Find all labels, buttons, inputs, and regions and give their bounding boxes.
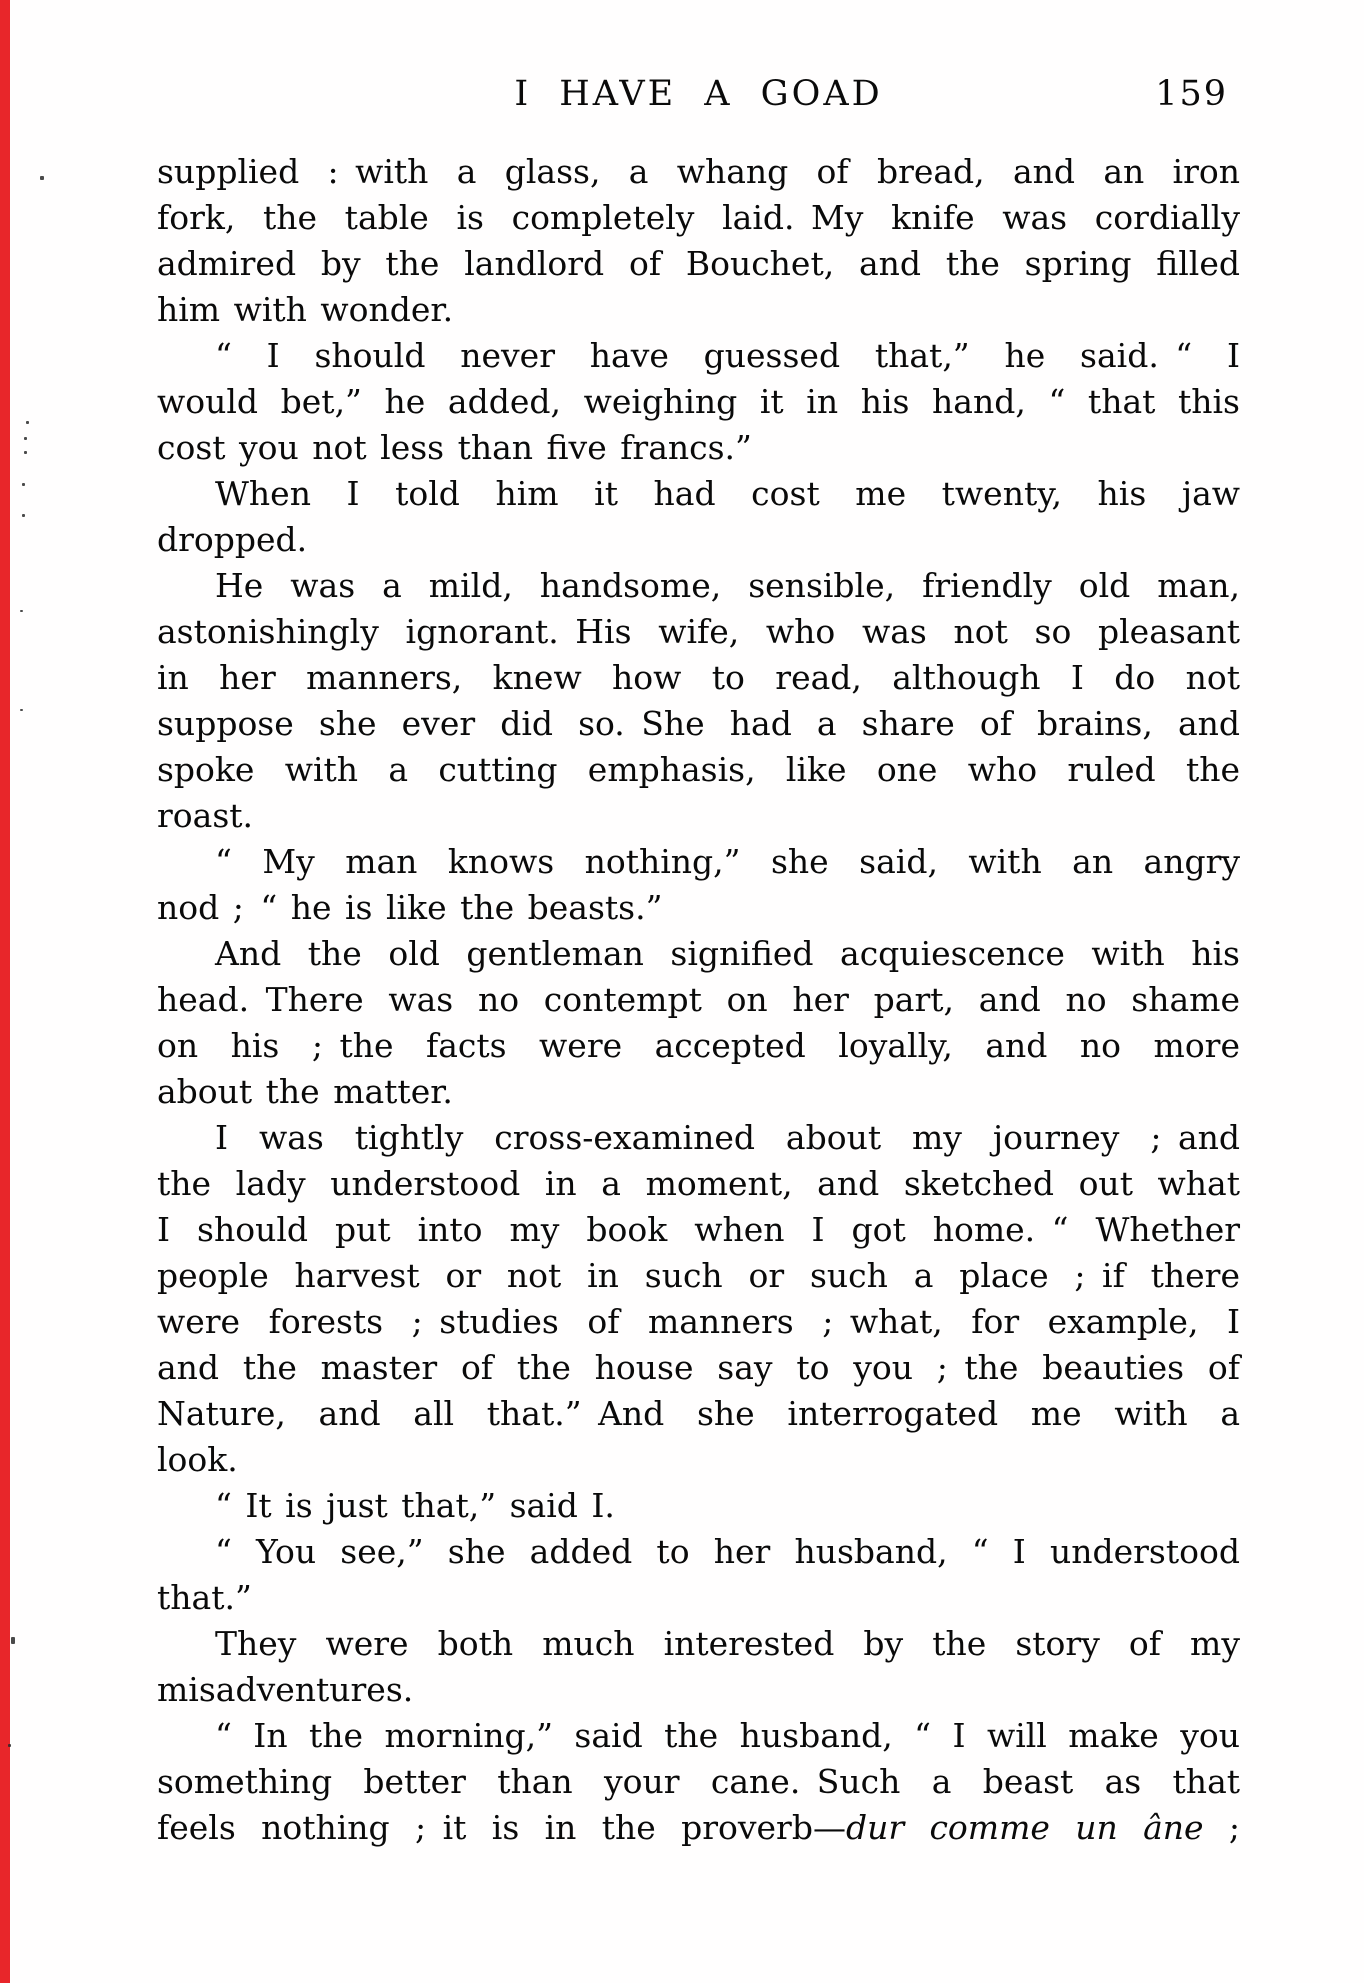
- text-line: look.: [157, 1440, 238, 1479]
- text-line: and the master of the house say to you ; the beauties of: [157, 1348, 1240, 1387]
- text-line: the lady understood in a moment, and sketched out what: [157, 1164, 1240, 1203]
- text-line: in her manners, knew how to read, although I do not: [157, 658, 1240, 697]
- scan-speck: [26, 421, 29, 424]
- text-line: roast.: [157, 796, 254, 835]
- running-head-title: I HAVE A GOAD: [514, 74, 883, 114]
- paragraph: [157, 149, 1240, 333]
- text-line: about the matter.: [157, 1072, 453, 1111]
- text-line: And the old gentleman signified acquiescence with his: [215, 934, 1240, 973]
- text-roman-segment: feels nothing ; it is in the proverb—: [157, 1808, 846, 1847]
- paragraph: [157, 931, 1240, 1115]
- text-line: dropped.: [157, 520, 308, 559]
- text-line: fork, the table is completely laid. My knife was cordially: [157, 198, 1240, 237]
- paragraph: [157, 1483, 1240, 1529]
- paragraph: [157, 471, 1240, 563]
- paragraph: [157, 1621, 1240, 1713]
- text-line: that.”: [157, 1578, 252, 1617]
- text-line: him with wonder.: [157, 290, 454, 329]
- scan-speck: [11, 1637, 15, 1644]
- text-line: were forests ; studies of manners ; what, for example, I: [157, 1302, 1240, 1341]
- text-line: “ You see,” she added to her husband, “ I understood: [215, 1532, 1240, 1571]
- text-line: admired by the landlord of Bouchet, and the spring filled: [157, 244, 1240, 283]
- scan-speck: [40, 176, 44, 180]
- paragraph: [157, 839, 1240, 931]
- text-line: I should put into my book when I got home. “ Whether: [157, 1210, 1240, 1249]
- scan-speck: [22, 483, 25, 486]
- text-line: nod ; “ he is like the beasts.”: [157, 888, 663, 927]
- text-line: suppose she ever did so. She had a share of brains, and: [157, 704, 1240, 743]
- text-line: “ My man knows nothing,” she said, with an angry: [215, 842, 1240, 881]
- text-line: When I told him it had cost me twenty, his jaw: [215, 474, 1240, 513]
- page-header: [157, 74, 1240, 118]
- scan-speck: [20, 709, 23, 711]
- paragraph: [157, 333, 1240, 471]
- text-roman-segment: ;: [1203, 1808, 1240, 1847]
- text-line: astonishingly ignorant. His wife, who was not so pleasant: [157, 612, 1240, 651]
- text-line: people harvest or not in such or such a place ; if there: [157, 1256, 1240, 1295]
- text-line: “ I should never have guessed that,” he said. “ I: [215, 336, 1240, 375]
- text-line: head. There was no contempt on her part, and no shame: [157, 980, 1240, 1019]
- text-line: He was a mild, handsome, sensible, friendly old man,: [215, 566, 1240, 605]
- paragraph: [157, 1529, 1240, 1621]
- scan-speck: [22, 514, 25, 517]
- text-line: Nature, and all that.” And she interrogated me with a: [157, 1394, 1240, 1433]
- page-number: 159: [1155, 74, 1228, 114]
- paragraph: [157, 1115, 1240, 1483]
- text-italic-segment: dur comme un âne: [845, 1808, 1204, 1847]
- paragraph: [157, 563, 1240, 839]
- text-line: on his ; the facts were accepted loyally, and no more: [157, 1026, 1240, 1065]
- text-line: misadventures.: [157, 1670, 414, 1709]
- text-line: supplied : with a glass, a whang of bread, and an iron: [157, 152, 1240, 191]
- scan-speck: [24, 451, 27, 454]
- text-line: cost you not less than five francs.”: [157, 428, 752, 467]
- scan-speck: [24, 437, 27, 440]
- paragraph: [157, 1713, 1240, 1851]
- text-line: “ In the morning,” said the husband, “ I will make you: [215, 1716, 1240, 1755]
- text-line: “ It is just that,” said I.: [215, 1486, 615, 1525]
- body-text-block: [157, 149, 1240, 1851]
- text-line: would bet,” he added, weighing it in his hand, “ that this: [157, 382, 1240, 421]
- text-line: I was tightly cross-examined about my journey ; and: [215, 1118, 1240, 1157]
- scan-edge-stripe: [0, 0, 10, 1983]
- scan-speck: [8, 1744, 11, 1747]
- scan-speck: [20, 610, 23, 612]
- text-line: [157, 1805, 1240, 1851]
- text-line: They were both much interested by the story of my: [215, 1624, 1240, 1663]
- text-line: something better than your cane. Such a beast as that: [157, 1762, 1240, 1801]
- text-line: spoke with a cutting emphasis, like one who ruled the: [157, 750, 1240, 789]
